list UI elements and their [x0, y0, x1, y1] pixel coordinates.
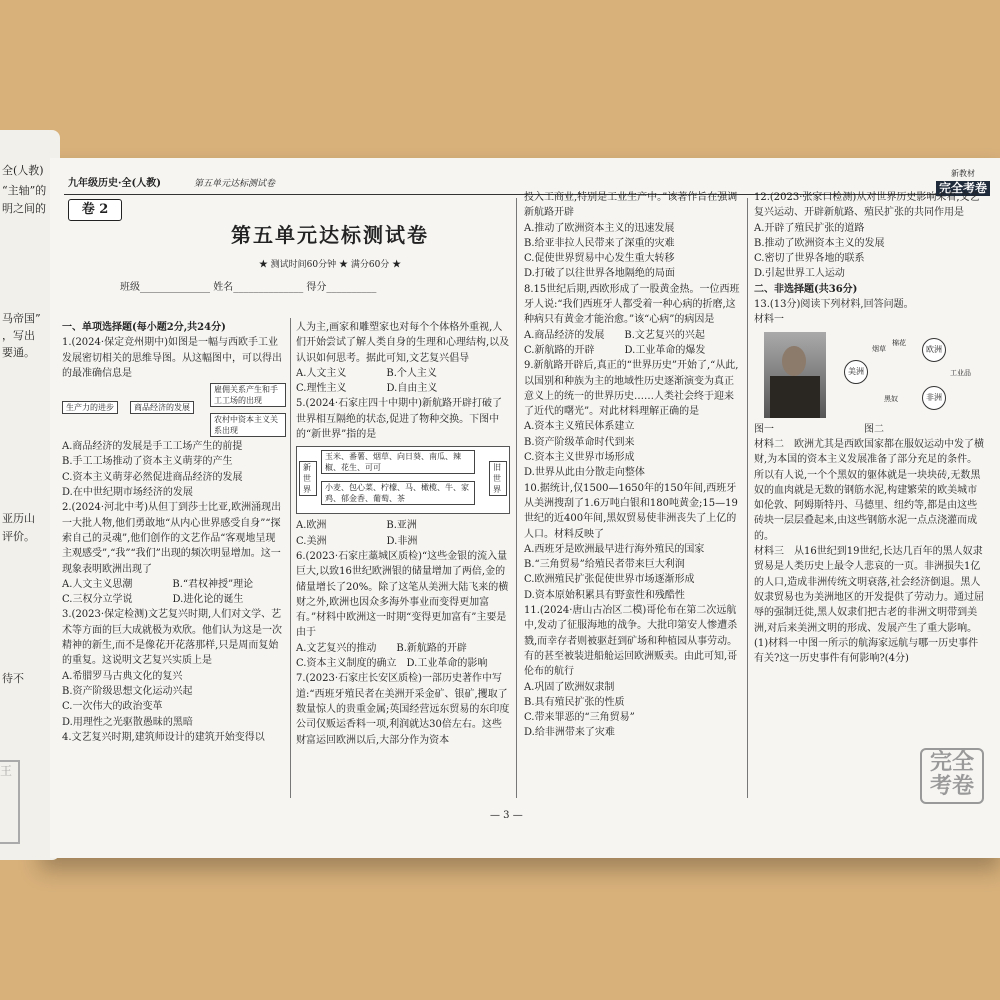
exchange-new-world: 新世界	[299, 461, 317, 496]
left-page-line: ，写出	[2, 329, 35, 342]
left-page-line: 全(人教)	[2, 164, 44, 177]
column-divider	[290, 318, 291, 798]
question-text: D.给非洲带来了灾难	[524, 727, 615, 739]
section-heading: 二、非选择题(共36分)	[754, 283, 858, 295]
mind-map-diagram	[62, 383, 284, 437]
question-text: C.带来罪恶的“三角贸易”	[524, 712, 635, 724]
left-page-line: 马帝国”	[2, 312, 41, 325]
question-text: B.“三角贸易”给殖民者带来巨大利润	[524, 559, 685, 571]
column-divider	[516, 198, 517, 798]
question-text: C.理性主义 D.自由主义	[296, 383, 438, 395]
column-divider	[747, 198, 748, 798]
left-page-line: “主轴”的	[2, 184, 47, 197]
juan-label: 卷 2	[68, 199, 122, 221]
question-text: A.文艺复兴的推动 B.新航路的开辟	[296, 642, 467, 654]
fig-label: 工业品	[950, 368, 971, 377]
exam-page	[50, 158, 1000, 858]
question-text: 人为主,画家和雕塑家也对每个个体格外重视,人们开始尝试了解人类自身的生理和心理结构,以及认识如何思考。据此可知,文艺复兴倡导	[296, 322, 510, 364]
question-text: 4.文艺复兴时期,建筑师设计的建筑开始变得以	[62, 731, 265, 743]
page-number: — 3 —	[490, 810, 523, 821]
question-text: C.一次伟大的政治变革	[62, 701, 163, 713]
question-text: D.在中世纪期市场经济的发展	[62, 487, 193, 499]
question-text: 12.(2023·张家口检测)从对世界历史影响来看,文艺复兴运动、开辟新航路、殖民扩张的共同作用是	[754, 192, 980, 219]
column-1	[62, 320, 284, 745]
left-page-line: 评价。	[2, 530, 35, 543]
question-text: D.引起世界工人运动	[754, 268, 845, 280]
question-text: A.希腊罗马古典文化的复兴	[62, 670, 183, 682]
question-text: C.资本主义世界市场形成	[524, 452, 635, 464]
question-text: 图一 图二	[754, 423, 884, 435]
exchange-diagram	[296, 446, 510, 514]
left-stamp: 王	[0, 760, 20, 844]
class-label: 班级	[120, 282, 140, 293]
fig-label: 棉花	[892, 338, 906, 347]
column-3	[524, 190, 742, 741]
stamp-logo: 完全 考卷	[920, 748, 984, 804]
column-2	[296, 320, 510, 748]
portrait-body	[770, 376, 820, 418]
question-text: B.资产阶级革命时代到来	[524, 436, 635, 448]
question-text: B.手工工场推动了资本主义萌芽的产生	[62, 456, 233, 468]
question-text: 3.(2023·保定检测)文艺复兴时期,人们对文学、艺术等方面的巨大成就极为欢欣。他们认为这是一次精神的新生,而不是像花开花落那样,只是周而复始的重复。这说明文艺复兴实质上是	[62, 609, 282, 667]
question-text: A.资本主义殖民体系建立	[524, 421, 635, 433]
question-text: A.西班牙是欧洲最早进行海外殖民的国家	[524, 543, 705, 555]
question-text: 8.15世纪后期,西欧形成了一股黄金热。一位西班牙人说:“我们西班牙人都受着一种心病的折磨,这种病只有黄金才能治愈。”该“心病”的病因是	[524, 283, 740, 326]
fig-node-africa: 非洲	[922, 386, 946, 410]
question-text: 5.(2024·石家庄四十中期中)新航路开辟打破了世界相互隔绝的状态,促进了物种交换。下图中的“新世界”指的是	[296, 398, 502, 441]
question-text: 9.新航路开辟后,真正的“世界历史”开始了,“从此,以国别和种族为主的地域性历史逐渐演变为真正意义上的统一的世界历史……人类社会终于迎来了近代的曙光”。对此材料理解正确的是	[524, 360, 739, 418]
mind-map-node: 雇佣关系产生和手工工场的出现	[210, 383, 286, 407]
question-text: A.人文主义思潮 B.“君权神授”理论	[62, 578, 254, 590]
question-text: A.推动了欧洲资本主义的迅速发展	[524, 222, 675, 234]
question-text: B.具有殖民扩张的性质	[524, 696, 625, 708]
question-text: D.打破了以往世界各地隔绝的局面	[524, 268, 675, 280]
question-text: A.商品经济的发展 B.文艺复兴的兴起	[524, 329, 705, 341]
brand-small: 新教材	[950, 169, 975, 178]
question-text: C.欧洲殖民扩张促使世界市场逐渐形成	[524, 574, 695, 586]
grade-subject: 九年级历史·全(人教)	[68, 178, 161, 189]
question-text: C.促使世界贸易中心发生重大转移	[524, 253, 675, 265]
question-text: 6.(2023·石家庄藁城区质检)“这些金银的流入量巨大,以致16世纪欧洲银的储量增加了两倍,金的储量增长了20%。除了这笔从美洲大陆飞来的横财之外,欧洲也因众多海外事业而变得更加富有。”材料中欧洲这一时期“变得更加富有”主要是由于	[296, 550, 509, 639]
question-text: 7.(2023·石家庄长安区质检)一部历史著作中写道:“西班牙殖民者在美洲开采金矿、银矿,攫取了数量惊人的贵重金属;英国经营远东贸易的东印度公司仅贩运香料一项,利润就达30倍左右。这些财富运回欧洲以后,大部分作为资本	[296, 673, 510, 746]
question-text: 11.(2024·唐山古冶区二模)哥伦布在第二次远航中,发动了征服海地的战争。大批印第安人惨遭杀戮,而幸存者则被驱赶到矿场和种植园从事劳动。有的甚至被装进船舱运回欧洲贩卖。由此可知,哥伦布的航行	[524, 605, 738, 678]
mind-map-node: 农村中资本主义关系出现	[210, 413, 286, 437]
section-heading: 一、单项选择题(每小题2分,共24分)	[62, 322, 226, 333]
fig-node-america: 美洲	[844, 360, 868, 384]
question-text: C.密切了世界各地的联系	[754, 253, 865, 265]
question-text: C.三权分立学说 D.进化论的诞生	[62, 594, 244, 606]
navigator-portrait	[764, 332, 826, 418]
question-text: 投入工商业,特别是工业生产中。”该著作旨在强调新航路开辟	[524, 192, 738, 219]
question-text: C.资本主义制度的确立 D.工业革命的影响	[296, 658, 488, 670]
question-text: A.欧洲 B.亚洲	[296, 520, 417, 532]
exchange-top-items: 玉米、番薯、烟草、向日葵、南瓜、辣椒、花生、可可	[321, 450, 475, 474]
question-text: C.新航路的开辟 D.工业革命的爆发	[524, 344, 706, 356]
portrait-face	[782, 346, 806, 376]
question-text: (1)材料一中图一所示的航海家远航与哪一历史事件有关?这一历史事件有何影响?(4分)	[754, 637, 979, 665]
paper-subtitle: ★ 测试时间60分钟 ★ 满分60分 ★	[258, 260, 402, 270]
student-fields: 班级______________ 姓名______________ 得分__________	[120, 282, 377, 293]
column-4	[754, 190, 986, 666]
question-text: A.开辟了殖民扩张的道路	[754, 222, 865, 234]
question-text: A.人文主义 B.个人主义	[296, 367, 437, 379]
question-text: 10.据统计,仅1500—1650年的150年间,西班牙从美洲搜刮了1.6万吨白银和180吨黄金;15—19世纪的近400年间,黑奴贸易使非洲丧失了上亿的人口。材料反映了	[524, 482, 738, 540]
material-figures	[754, 330, 986, 420]
exchange-bottom-items: 小麦、包心菜、柠檬、马、橄榄、牛、家鸡、郁金香、葡萄、茶	[321, 481, 475, 505]
question-text: 13.(13分)阅读下列材料,回答问题。	[754, 299, 914, 311]
exchange-old-world: 旧世界	[489, 461, 507, 496]
left-page-line: 明之间的	[2, 202, 46, 215]
question-text: 1.(2024·保定竞州期中)如图是一幅与西欧手工业发展密切相关的思维导图。从这幅图中，可以得出的最准确信息是	[62, 337, 282, 379]
question-text: B.资产阶级思想文化运动兴起	[62, 685, 193, 697]
mind-map-node: 生产力的进步	[62, 401, 118, 414]
mind-map-node: 商品经济的发展	[130, 401, 194, 414]
question-text: D.资本原始积累具有野蛮性和残酷性	[524, 589, 685, 601]
question-text: D.世界从此由分散走向整体	[524, 467, 645, 479]
fig-label: 黑奴	[884, 394, 898, 403]
question-text: B.给亚非拉人民带来了深重的灾难	[524, 237, 675, 249]
question-text: A.商品经济的发展是手工工场产生的前提	[62, 441, 243, 453]
question-text: 材料一	[754, 314, 784, 326]
question-text: 2.(2024·河北中考)从但丁到莎士比亚,欧洲涌现出一大批人物,他们勇敢地“从内心世界感受自身”“探索自己的灵魂”,他们创作的文艺作品“客观地呈现主观感受”,“我”“我们”出现的频次明显增加。这一现象表明欧洲出现了	[62, 502, 282, 575]
question-text: C.资本主义萌芽必然促进商品经济的发展	[62, 471, 243, 483]
left-page-line: 待不	[2, 672, 24, 685]
fig-node-europe: 欧洲	[922, 338, 946, 362]
question-text: D.用理性之光驱散愚昧的黑暗	[62, 716, 193, 728]
question-text: B.推动了欧洲资本主义的发展	[754, 237, 885, 249]
score-label: 得分	[306, 282, 327, 293]
left-page-line: 要通。	[2, 346, 35, 359]
question-text: 材料三 从16世纪到19世纪,长达几百年的黑人奴隶贸易是人类历史上最令人悲哀的一页。非洲损失1亿的人口,造成非洲传统文明衰落,社会经济倒退。黑人奴隶贸易也为美洲地区的开发提供了劳动力。通过屈辱的强制迁徙,黑人奴隶们把古老的非洲文明带到美洲,对后来美洲文明的形成、发展产生了重大影响。	[754, 546, 984, 634]
fig-label: 烟草	[872, 344, 886, 353]
left-page-line: 亚历山	[2, 512, 35, 525]
question-text: C.美洲 D.非洲	[296, 535, 418, 547]
question-text: A.巩固了欧洲奴隶制	[524, 681, 615, 693]
question-text: 材料二 欧洲尤其是西欧国家都在服奴运动中发了横财,为本国的资本主义发展准备了部分充足的条件。所以有人说,一个个黑奴的躯体就是一块块砖,无数黑奴的血肉就是无数的钢筋水泥,构建繁荣的欧美城市如伦敦、阿姆斯特丹、马德里、纽约等,都是由这些砖块一层层叠起来,由这些钢筋水泥一点点浇灌而成的。	[754, 438, 984, 542]
unit-label: 第五单元达标测试卷	[194, 179, 276, 189]
paper-title: 第五单元达标测试卷	[231, 223, 429, 247]
name-label: 姓名	[213, 282, 234, 293]
brand-big: 完全考卷	[936, 181, 990, 196]
